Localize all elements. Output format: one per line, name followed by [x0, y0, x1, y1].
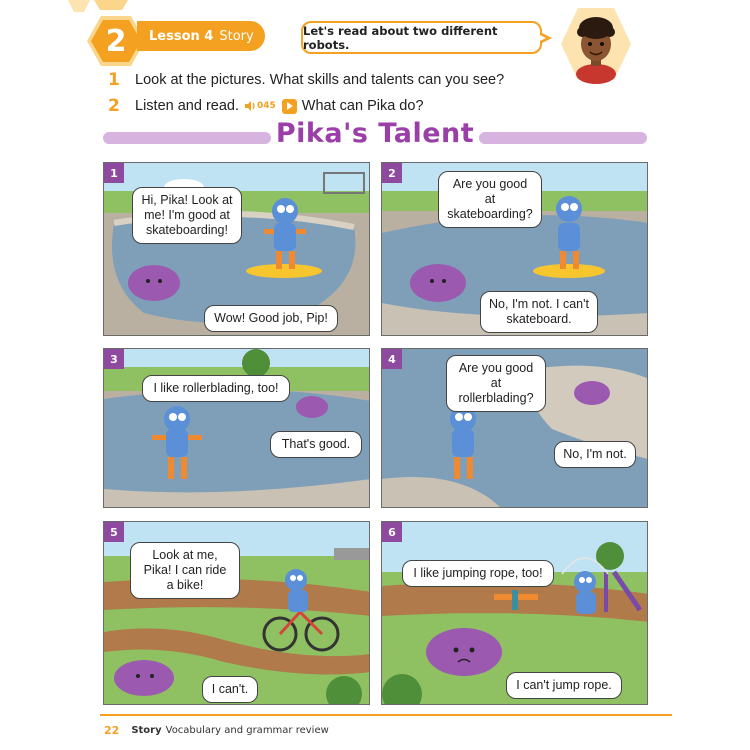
- audio-track-number: 045: [257, 101, 276, 111]
- panel-number: 4: [382, 349, 402, 369]
- comic-panel-3: [103, 348, 370, 508]
- footer: [104, 724, 329, 737]
- title-bar-right: [479, 132, 647, 144]
- footer-section: Story: [131, 725, 162, 736]
- speech-bubble: Are you good at rollerblading?: [446, 355, 546, 412]
- instruction-text: Look at the pictures. What skills and talents can you see?: [135, 72, 505, 88]
- panel-number: 6: [382, 522, 402, 542]
- unit-number: 2: [105, 23, 127, 59]
- speech-bubble: Look at me, Pika! I can ride a bike!: [130, 542, 240, 599]
- instruction-question: What can Pika do?: [301, 98, 424, 114]
- panel-number: 5: [104, 522, 124, 542]
- footer-divider: [100, 714, 672, 716]
- panel-3-scene: [104, 349, 370, 508]
- intro-bubble-tail-inner: [538, 34, 546, 42]
- speech-bubble: No, I'm not. I can't skateboard.: [480, 291, 598, 333]
- speech-bubble: Are you good at skateboarding?: [438, 171, 542, 228]
- panel-number: 2: [382, 163, 402, 183]
- speech-bubble: I like rollerblading, too!: [142, 375, 290, 402]
- comic-panel-4: [381, 348, 648, 508]
- speech-bubble: Hi, Pika! Look at me! I'm good at skateboarding!: [132, 187, 242, 244]
- intro-speech-bubble: Let's read about two different robots.: [301, 21, 542, 54]
- lesson-type-label: Story: [219, 28, 254, 44]
- lesson-label: [137, 21, 265, 51]
- speech-bubble: Wow! Good job, Pip!: [204, 305, 338, 332]
- speech-bubble: I can't jump rope.: [506, 672, 622, 699]
- panel-number: 3: [104, 349, 124, 369]
- page-number: 22: [104, 724, 120, 737]
- comic-panel-1: [103, 162, 370, 336]
- instruction-1: [108, 69, 504, 91]
- speech-bubble: I like jumping rope, too!: [402, 560, 554, 587]
- comic-panel-6: [381, 521, 648, 705]
- footer-subtitle: Vocabulary and grammar review: [165, 725, 329, 736]
- speech-bubble: No, I'm not.: [554, 441, 636, 468]
- hexagon-decoration: [68, 0, 154, 14]
- comic-panel-5: [103, 521, 370, 705]
- instruction-number: 1: [108, 70, 120, 90]
- title-bar-left: [103, 132, 271, 144]
- instruction-2: [108, 95, 424, 117]
- story-title: Pika's Talent: [275, 118, 475, 149]
- speaker-icon: [245, 101, 257, 111]
- comic-panel-2: [381, 162, 648, 336]
- instruction-text: Listen and read.: [135, 98, 239, 114]
- speech-bubble: That's good.: [270, 431, 362, 458]
- lesson-number-label: Lesson 4: [149, 28, 214, 44]
- boy-avatar: [560, 4, 632, 84]
- play-icon[interactable]: [282, 99, 297, 114]
- speech-bubble: I can't.: [202, 676, 258, 703]
- instruction-number: 2: [108, 96, 120, 116]
- audio-track[interactable]: [245, 101, 276, 111]
- panel-number: 1: [104, 163, 124, 183]
